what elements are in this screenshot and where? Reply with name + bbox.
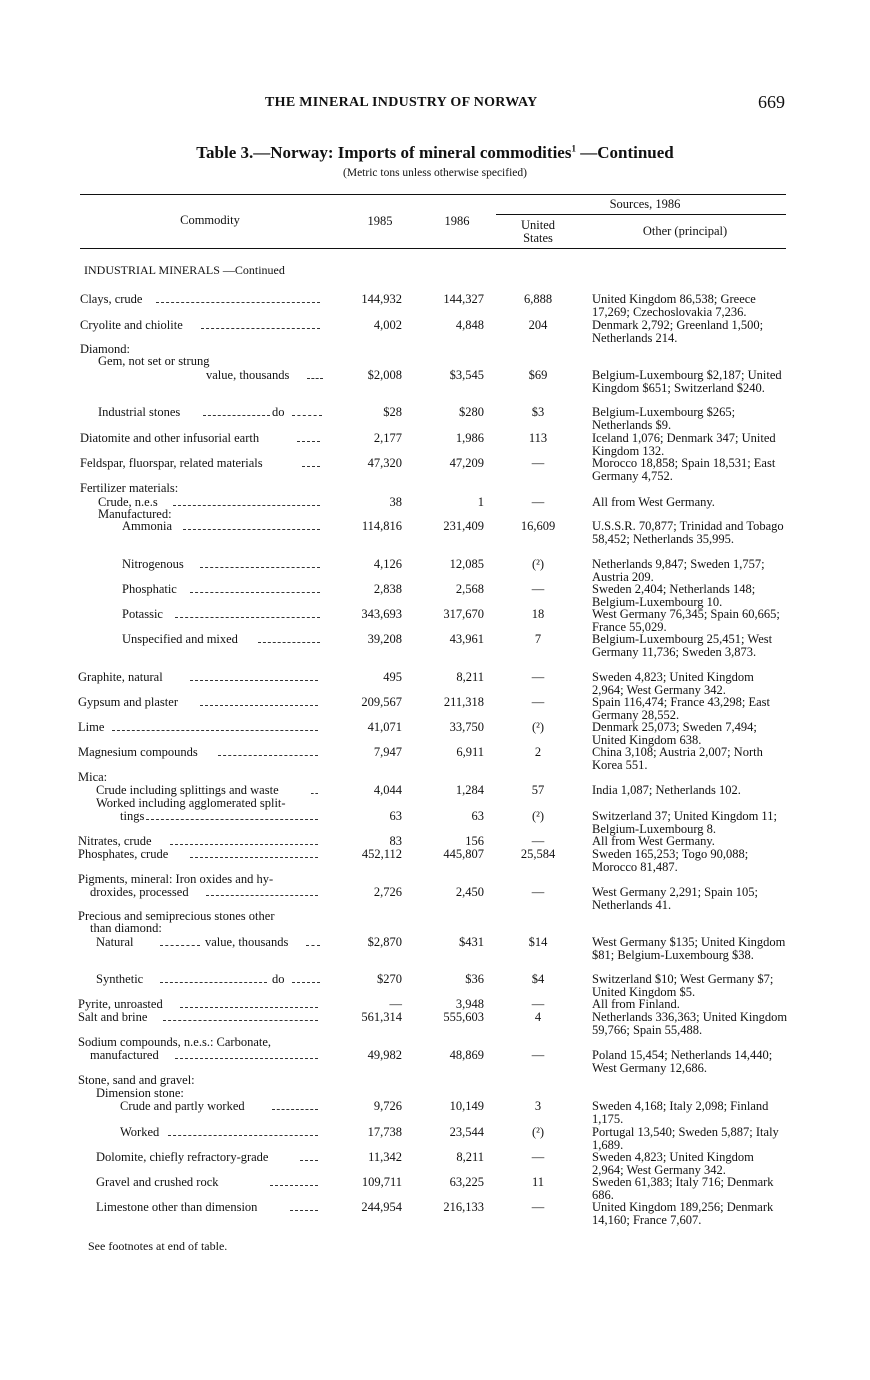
value-1985: 47,320 — [367, 456, 402, 470]
value-1986: 4,848 — [455, 318, 484, 332]
value-other-principal: Belgium-Luxembourg $265; Netherlands $9. — [592, 405, 736, 432]
dot-leader — [160, 945, 200, 946]
unit-label: do — [272, 972, 285, 986]
value-1986: 317,670 — [443, 607, 484, 621]
commodity-label: Mica: — [78, 770, 108, 784]
value-united-states: — — [531, 670, 545, 684]
value-1986: 10,149 — [449, 1099, 484, 1113]
value-1986: 1,284 — [455, 783, 484, 797]
value-united-states: (²) — [531, 720, 545, 734]
dot-leader — [218, 755, 318, 756]
value-1986: $280 — [459, 405, 484, 419]
footnote: See footnotes at end of table. — [88, 1239, 228, 1253]
page-header — [0, 92, 870, 115]
value-united-states: — — [531, 1200, 545, 1214]
col-header-1986: 1986 — [444, 214, 470, 228]
value-1985: $270 — [377, 972, 402, 986]
sources-rule — [496, 214, 786, 215]
commodity-label: Dolomite, chiefly refractory-grade — [96, 1150, 269, 1164]
value-1986: 47,209 — [449, 456, 484, 470]
col-header-us: United States — [520, 218, 556, 245]
dot-leader-tail — [292, 415, 322, 416]
commodity-label: Cryolite and chiolite — [80, 318, 183, 332]
value-1985: 4,126 — [373, 557, 402, 571]
commodity-label: Sodium compounds, n.e.s.: Carbonate, — [78, 1035, 272, 1049]
commodity-label: Precious and semiprecious stones other — [78, 909, 275, 923]
commodity-label: Fertilizer materials: — [80, 481, 179, 495]
value-united-states: 4 — [534, 1010, 542, 1024]
commodity-label: Crude and partly worked — [120, 1099, 245, 1113]
dot-leader — [258, 642, 320, 643]
dot-leader — [200, 705, 318, 706]
value-united-states: 6,888 — [523, 292, 553, 306]
commodity-label: Feldspar, fluorspar, related materials — [80, 456, 263, 470]
value-1985: 495 — [383, 670, 402, 684]
value-1985: 38 — [389, 495, 402, 509]
value-1985: 109,711 — [361, 1175, 402, 1189]
value-1985: 7,947 — [373, 745, 402, 759]
value-united-states: — — [531, 997, 545, 1011]
value-united-states: — — [531, 1150, 545, 1164]
commodity-label: Lime — [78, 720, 105, 734]
commodity-label: Synthetic — [96, 972, 144, 986]
dot-leader — [201, 328, 320, 329]
value-united-states: (²) — [531, 1125, 545, 1139]
value-other-principal: China 3,108; Austria 2,007; North Korea 551. — [592, 745, 763, 772]
table-title-main: Table 3.—Norway: Imports of mineral commodities — [196, 143, 572, 162]
value-1985: 561,314 — [361, 1010, 402, 1024]
unit-label: value, thousands — [205, 935, 289, 949]
commodity-label: Magnesium compounds — [78, 745, 198, 759]
value-1986: 48,869 — [449, 1048, 484, 1062]
dot-leader — [170, 844, 318, 845]
value-1985: $2,870 — [367, 935, 402, 949]
value-1985: 209,567 — [361, 695, 402, 709]
value-1985: 343,693 — [361, 607, 402, 621]
value-1985: 144,932 — [361, 292, 402, 306]
value-other-principal: Denmark 25,073; Sweden 7,494; United Kingdom 638. — [592, 720, 757, 747]
commodity-label: Unspecified and mixed — [122, 632, 238, 646]
value-1986: 8,211 — [456, 1150, 484, 1164]
value-1986: 555,603 — [443, 1010, 484, 1024]
value-other-principal: Netherlands 336,363; United Kingdom 59,766; Spain 55,488. — [592, 1010, 788, 1037]
dot-leader — [190, 857, 318, 858]
value-other-principal: All from Finland. — [592, 997, 680, 1011]
value-other-principal: Sweden 165,253; Togo 90,088; Morocco 81,487. — [592, 847, 749, 874]
dot-leader — [311, 793, 318, 794]
dot-leader — [290, 1210, 318, 1211]
value-united-states: (²) — [531, 809, 545, 823]
value-1986: 43,961 — [449, 632, 484, 646]
value-other-principal: Sweden 4,823; United Kingdom 2,964; West Germany 342. — [592, 1150, 754, 1177]
dot-leader — [112, 730, 318, 731]
value-other-principal: Portugal 13,540; Sweden 5,887; Italy 1,689. — [592, 1125, 779, 1152]
dot-leader — [206, 895, 318, 896]
commodity-label: Gypsum and plaster — [78, 695, 178, 709]
commodity-label: Gem, not set or strung — [98, 354, 210, 368]
header-bottom-rule — [80, 248, 786, 249]
value-1985: 2,726 — [373, 885, 402, 899]
value-united-states: 204 — [528, 318, 548, 332]
value-1985: 9,726 — [373, 1099, 402, 1113]
value-1986: 144,327 — [443, 292, 484, 306]
dot-leader — [190, 592, 320, 593]
value-united-states: $69 — [528, 368, 548, 382]
commodity-label: Industrial stones — [98, 405, 181, 419]
value-1985: 41,071 — [367, 720, 402, 734]
value-united-states: 25,584 — [520, 847, 556, 861]
value-united-states: — — [531, 495, 545, 509]
value-united-states: — — [531, 582, 545, 596]
value-united-states: 113 — [528, 431, 548, 445]
dot-leader — [175, 1058, 318, 1059]
value-other-principal: India 1,087; Netherlands 102. — [592, 783, 741, 797]
dot-leader — [163, 1020, 318, 1021]
value-united-states: — — [531, 456, 545, 470]
value-1985: 2,838 — [373, 582, 402, 596]
dot-leader — [160, 982, 267, 983]
dot-leader — [146, 819, 318, 820]
value-1985: 4,044 — [373, 783, 402, 797]
commodity-label: Salt and brine — [78, 1010, 148, 1024]
commodity-label: Graphite, natural — [78, 670, 163, 684]
commodity-label: value, thousands — [206, 368, 290, 382]
value-united-states: 18 — [531, 607, 545, 621]
value-other-principal: All from West Germany. — [592, 495, 715, 509]
commodity-label: Nitrates, crude — [78, 834, 152, 848]
commodity-label: Potassic — [122, 607, 163, 621]
dot-leader — [190, 680, 318, 681]
col-header-1985: 1985 — [367, 214, 393, 228]
dot-leader — [200, 567, 320, 568]
dot-leader — [272, 1109, 318, 1110]
value-united-states: $14 — [528, 935, 548, 949]
value-united-states: (²) — [531, 557, 545, 571]
commodity-label: Phosphates, crude — [78, 847, 169, 861]
value-united-states: 57 — [531, 783, 545, 797]
value-1986: 33,750 — [449, 720, 484, 734]
value-1985: $2,008 — [367, 368, 402, 382]
commodity-label: Limestone other than dimension — [96, 1200, 258, 1214]
table-title-footnote-mark: 1 — [571, 143, 576, 154]
col-header-sources: Sources, 1986 — [609, 197, 681, 211]
value-other-principal: United Kingdom 86,538; Greece 17,269; Czechoslovakia 7,236. — [592, 292, 756, 319]
running-title: THE MINERAL INDUSTRY OF NORWAY — [265, 95, 538, 110]
dot-leader — [180, 1007, 318, 1008]
value-other-principal: Belgium-Luxembourg $2,187; United Kingdom $651; Switzerland $240. — [592, 368, 782, 395]
value-1985: 11,342 — [368, 1150, 402, 1164]
dot-leader — [183, 529, 320, 530]
value-united-states: $4 — [531, 972, 545, 986]
dot-leader — [300, 1160, 318, 1161]
commodity-label: tings — [120, 809, 145, 823]
value-united-states: — — [531, 834, 545, 848]
dot-leader — [203, 415, 270, 416]
dot-leader-tail — [306, 945, 320, 946]
commodity-label: Natural — [96, 935, 134, 949]
value-other-principal: Poland 15,454; Netherlands 14,440; West Germany 12,686. — [592, 1048, 773, 1075]
value-1985: 114,816 — [361, 519, 402, 533]
dot-leader — [168, 1135, 318, 1136]
value-other-principal: U.S.S.R. 70,877; Trinidad and Tobago 58,452; Netherlands 35,995. — [592, 519, 784, 546]
commodity-label: Pyrite, unroasted — [78, 997, 163, 1011]
commodity-label: Dimension stone: — [96, 1086, 184, 1100]
value-1986: 1,986 — [455, 431, 484, 445]
value-1985: 244,954 — [361, 1200, 402, 1214]
value-1985: — — [389, 997, 402, 1011]
value-1986: 63 — [471, 809, 484, 823]
commodity-label: Ammonia — [122, 519, 172, 533]
value-other-principal: Spain 116,474; France 43,298; East Germany 28,552. — [592, 695, 770, 722]
value-other-principal: Switzerland 37; United Kingdom 11; Belgium-Luxembourg 8. — [592, 809, 777, 836]
value-1986: 156 — [465, 834, 484, 848]
commodity-label: Worked — [120, 1125, 160, 1139]
value-1986: $3,545 — [449, 368, 484, 382]
value-other-principal: Sweden 61,383; Italy 716; Denmark 686. — [592, 1175, 774, 1202]
commodity-label: droxides, processed — [90, 885, 189, 899]
commodity-label: Clays, crude — [80, 292, 143, 306]
dot-leader-tail — [292, 982, 320, 983]
value-1986: 6,911 — [456, 745, 484, 759]
commodity-label: than diamond: — [90, 921, 162, 935]
commodity-label: Crude including splittings and waste — [96, 783, 279, 797]
value-united-states: 7 — [534, 632, 542, 646]
commodity-label: Manufactured: — [98, 507, 172, 521]
value-united-states: $3 — [531, 405, 545, 419]
commodity-label: Stone, sand and gravel: — [78, 1073, 195, 1087]
value-1985: 4,002 — [373, 318, 402, 332]
value-1986: 63,225 — [449, 1175, 484, 1189]
value-other-principal: West Germany 2,291; Spain 105; Netherlands 41. — [592, 885, 758, 912]
value-1986: 216,133 — [443, 1200, 484, 1214]
value-1986: 445,807 — [443, 847, 484, 861]
value-1985: $28 — [383, 405, 402, 419]
dot-leader — [307, 378, 323, 379]
table-title-tail: —Continued — [575, 143, 674, 162]
value-1986: 23,544 — [449, 1125, 484, 1139]
dot-leader — [173, 505, 320, 506]
commodity-label: Diamond: — [80, 342, 130, 356]
commodity-label: Worked including agglomerated split- — [96, 796, 286, 810]
value-1985: 63 — [389, 809, 402, 823]
value-1986: 8,211 — [456, 670, 484, 684]
commodity-label: Diatomite and other infusorial earth — [80, 431, 260, 445]
value-united-states: 16,609 — [520, 519, 556, 533]
value-1986: $36 — [465, 972, 484, 986]
value-1985: 17,738 — [367, 1125, 402, 1139]
section-heading: INDUSTRIAL MINERALS —Continued — [84, 263, 285, 277]
col-header-commodity: Commodity — [180, 213, 240, 227]
value-other-principal: United Kingdom 189,256; Denmark 14,160; France 7,607. — [592, 1200, 774, 1227]
value-1986: 1 — [477, 495, 484, 509]
value-1986: 2,568 — [455, 582, 484, 596]
value-other-principal: West Germany $135; United Kingdom $81; Belgium-Luxembourg $38. — [592, 935, 786, 962]
value-united-states: 11 — [531, 1175, 545, 1189]
value-other-principal: Sweden 4,168; Italy 2,098; Finland 1,175. — [592, 1099, 769, 1126]
value-united-states: 2 — [534, 745, 542, 759]
value-other-principal: Sweden 4,823; United Kingdom 2,964; West Germany 342. — [592, 670, 754, 697]
value-1986: 231,409 — [443, 519, 484, 533]
header-top-rule — [80, 194, 786, 195]
unit-label: do — [272, 405, 285, 419]
value-united-states: — — [531, 695, 545, 709]
table-title — [0, 143, 870, 163]
value-other-principal: Belgium-Luxembourg 25,451; West Germany 11,736; Sweden 3,873. — [592, 632, 773, 659]
value-other-principal: Netherlands 9,847; Sweden 1,757; Austria 209. — [592, 557, 765, 584]
commodity-label: Nitrogenous — [122, 557, 184, 571]
col-header-other: Other (principal) — [642, 224, 728, 238]
value-united-states: — — [531, 885, 545, 899]
value-other-principal: West Germany 76,345; Spain 60,665; France 55,029. — [592, 607, 780, 634]
value-1986: $431 — [459, 935, 484, 949]
dot-leader — [270, 1185, 318, 1186]
value-other-principal: Denmark 2,792; Greenland 1,500; Netherlands 214. — [592, 318, 764, 345]
value-other-principal: Sweden 2,404; Netherlands 148; Belgium-Luxembourg 10. — [592, 582, 756, 609]
page-number: 669 — [758, 92, 785, 112]
commodity-label: Phosphatic — [122, 582, 177, 596]
value-1986: 3,948 — [455, 997, 484, 1011]
value-united-states: 3 — [534, 1099, 542, 1113]
value-1985: 83 — [389, 834, 402, 848]
dot-leader — [297, 441, 320, 442]
dot-leader — [156, 302, 320, 303]
table-subtitle: (Metric tons unless otherwise specified) — [343, 167, 527, 179]
value-1986: 211,318 — [443, 695, 484, 709]
value-1985: 39,208 — [367, 632, 402, 646]
value-other-principal: Morocco 18,858; Spain 18,531; East Germany 4,752. — [592, 456, 776, 483]
value-1986: 12,085 — [449, 557, 484, 571]
commodity-label: Gravel and crushed rock — [96, 1175, 219, 1189]
value-1985: 452,112 — [361, 847, 402, 861]
value-other-principal: All from West Germany. — [592, 834, 715, 848]
dot-leader — [175, 617, 320, 618]
value-1986: 2,450 — [455, 885, 484, 899]
value-united-states: — — [531, 1048, 545, 1062]
dot-leader — [302, 466, 320, 467]
value-1985: 2,177 — [373, 431, 402, 445]
value-other-principal: Iceland 1,076; Denmark 347; United Kingdom 132. — [592, 431, 776, 458]
value-other-principal: Switzerland $10; West Germany $7; United Kingdom $5. — [592, 972, 774, 999]
value-1985: 49,982 — [367, 1048, 402, 1062]
commodity-label: manufactured — [90, 1048, 159, 1062]
commodity-label: Crude, n.e.s — [98, 495, 158, 509]
commodity-label: Pigments, mineral: Iron oxides and hy- — [78, 872, 274, 886]
